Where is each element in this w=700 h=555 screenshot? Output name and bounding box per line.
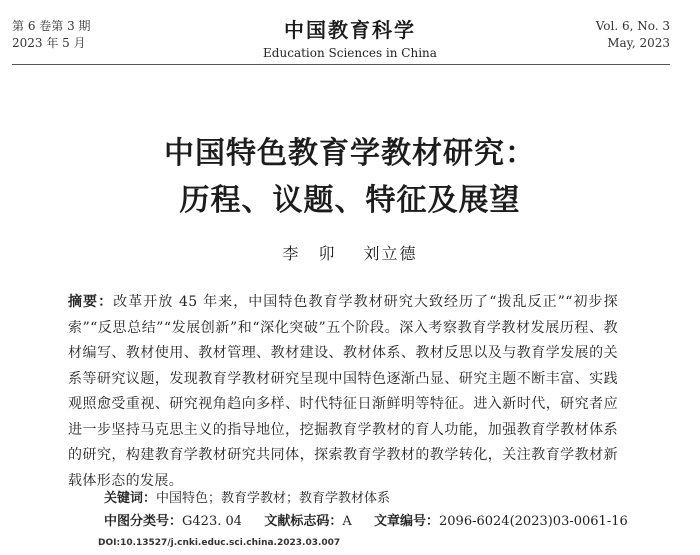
doc-code-value: A (342, 514, 352, 529)
article-meta (104, 510, 628, 529)
volume-issue: 第 6 卷第 3 期 (12, 19, 91, 33)
author-name: 李 卯 (282, 244, 337, 263)
abstract (68, 290, 618, 494)
header-rule (12, 64, 670, 65)
journal-name-en: Education Sciences in China (263, 46, 437, 60)
publication-date: 2023 年 5 月 (12, 36, 86, 50)
doc-code-label: 文献标志码： (264, 514, 343, 529)
journal-name-cn: 中国教育科学 (284, 18, 416, 42)
clc-label: 中图分类号： (104, 514, 183, 529)
volume-issue-en: Vol. 6, No. 3 (595, 19, 670, 33)
doi[interactable]: DOI:10.13527/j.cnki.educ.sci.china.2023.03.007 (98, 538, 341, 548)
clc-value: G423. 04 (182, 514, 243, 529)
article-title-line2: 历程、议题、特征及展望 (179, 183, 521, 218)
article-number-value: 2096-6024(2023)03-0061-16 (439, 514, 628, 529)
abstract-label: 摘要： (68, 294, 114, 310)
keywords-label: 关键词： (104, 491, 157, 506)
keywords (104, 487, 390, 506)
article-title-line1: 中国特色教育学教材研究： (164, 136, 536, 171)
issue-info-en (596, 18, 670, 52)
keywords-text: 中国特色；教育学教材；教育学教材体系 (156, 491, 391, 506)
author-name: 刘立德 (363, 244, 418, 263)
author-list (0, 241, 700, 264)
abstract-text: 改革开放 45 年来，中国特色教育学教材研究大致经历了“拨乱反正”“初步探索”“反思总结”“发展创新”和“深化突破”五个阶段。深入考察教育学教材发展历程、教材编写、教材使用、教材管理、教材建设、教材体系、教材反思以及与教育学发展的关系等研究议题，发现教育学教材研究呈现中国特色逐渐凸显、研究主题不断丰富、实践观照愈受重视、研究视角趋向多样、时代特征日渐鲜明等特征。进入新时代，研究者应进一步坚持马克思主义的指导地位，挖掘教育学教材的育人功能，加强教育学教材体系的研究，构建教育学教材研究共同体，探索教育学教材的教学转化，关注教育学教材新载体形态的发展。 (68, 294, 618, 489)
publication-date-en: May, 2023 (607, 36, 670, 50)
article-number-label: 文章编号： (374, 514, 440, 529)
